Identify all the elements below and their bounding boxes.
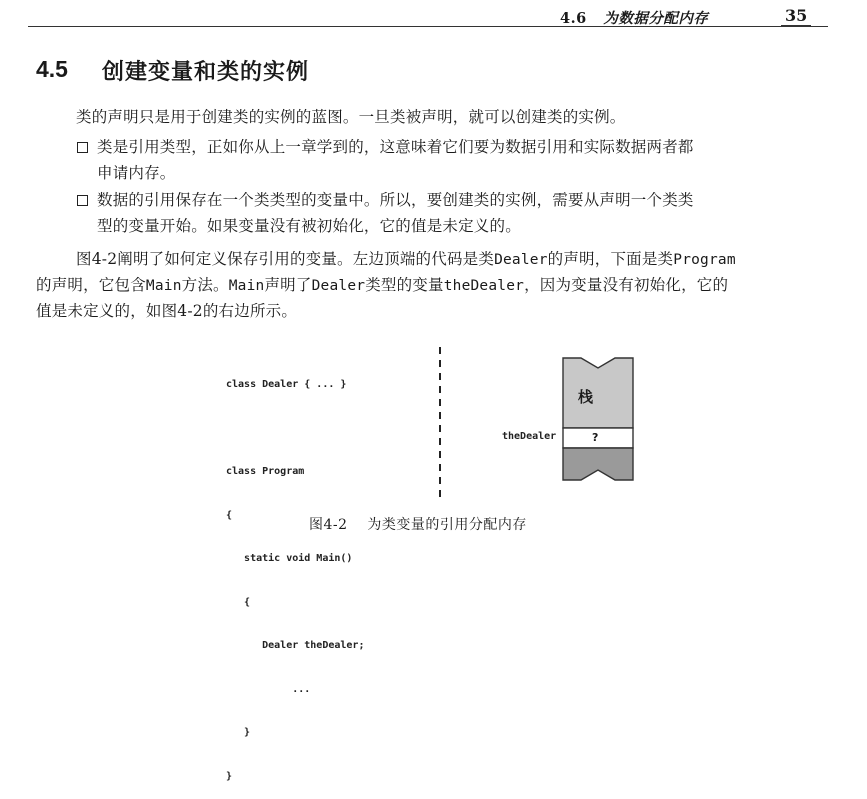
running-title [560, 7, 708, 28]
code-line: { [226, 596, 251, 608]
intro-paragraph: 类的声明只是用于创建类的实例的蓝图。一旦类被声明，就可以创建类的实例。 [76, 108, 626, 126]
bullet-2-line-2: 型的变量开始。如果变量没有被初始化，它的值是未定义的。 [97, 217, 521, 235]
bullet-2-line-1: 数据的引用保存在一个类类型的变量中。所以，要创建类的实例，需要从声明一个类类 [97, 191, 694, 209]
figure-divider [432, 345, 448, 500]
para2-line-2: 的声明，它包含Main方法。Main声明了Dealer类型的变量theDealer，因为变量没有初始化，它的 [36, 276, 729, 294]
para2-line-1: 图4-2阐明了如何定义保存引用的变量。左边顶端的代码是类Dealer的声明，下面是类Program [76, 250, 736, 268]
running-section-title: 为数据分配内存 [603, 10, 709, 27]
code-line: static void Main() [226, 553, 353, 564]
variable-value: ? [592, 431, 599, 444]
bullet-1-line-1: 类是引用类型，正如你从上一章学到的，这意味着它们要为数据引用和实际数据两者都 [97, 138, 694, 156]
header-rule [28, 26, 828, 27]
page-number: 35 [785, 6, 808, 25]
code-line [226, 422, 364, 437]
bullet-checkbox-icon [77, 195, 88, 206]
variable-label: theDealer [502, 431, 557, 442]
section-number: 4.5 [36, 56, 68, 82]
stack-diagram [558, 354, 638, 488]
bullet-1-line-2: 申请内存。 [97, 164, 176, 182]
code-line: ... [226, 683, 311, 695]
section-title: 创建变量和类的实例 [102, 60, 310, 85]
code-line: { [226, 509, 233, 521]
code-line: class Program [226, 466, 305, 477]
running-section-number: 4.6 [560, 10, 587, 27]
figure-code-block [226, 349, 364, 799]
code-line: Dealer theDealer; [226, 640, 365, 651]
code-line: } [226, 727, 251, 738]
code-line: } [226, 770, 233, 782]
running-header [0, 0, 867, 30]
figure-caption [309, 514, 527, 534]
bullet-checkbox-icon [77, 142, 88, 153]
para2-line-3: 值是未定义的，如图4-2的右边所示。 [36, 302, 298, 320]
caption-number: 图4-2 [309, 517, 348, 533]
caption-text: 为类变量的引用分配内存 [367, 517, 527, 533]
code-line: class Dealer { ... } [226, 379, 347, 390]
stack-label: 栈 [578, 388, 594, 406]
